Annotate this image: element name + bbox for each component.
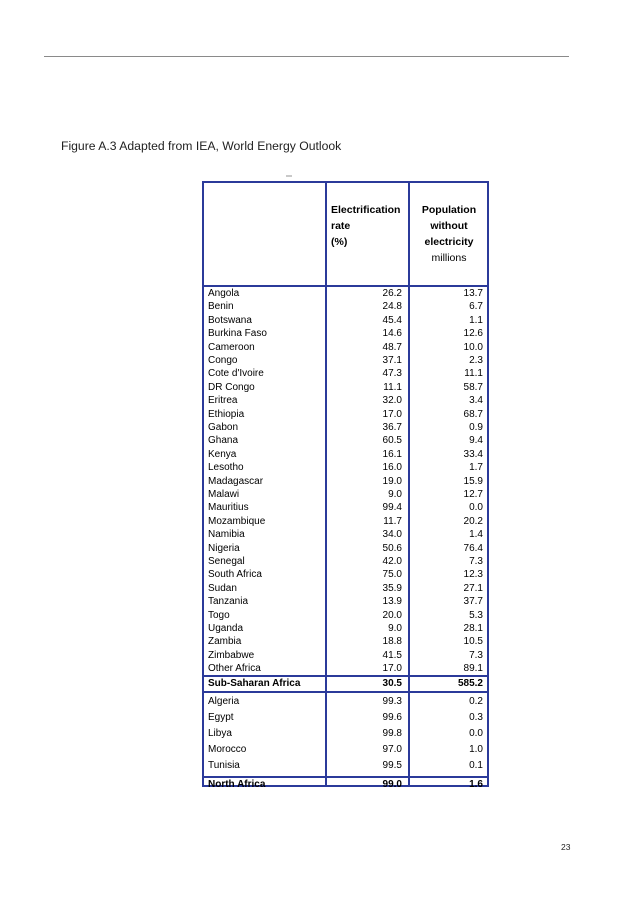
country-name: Tanzania	[208, 596, 249, 608]
table-row	[204, 327, 487, 340]
country-name: Congo	[208, 355, 238, 366]
table-row	[204, 710, 487, 726]
table-row	[204, 622, 487, 635]
header-line: rate	[331, 220, 351, 232]
electrification-rate: 99.4	[382, 502, 402, 514]
country-name: Mozambique	[208, 515, 266, 527]
population-without-electricity: 1.0	[469, 744, 483, 756]
population-without-electricity: 3.4	[469, 395, 483, 407]
population-without-electricity: 1.4	[469, 529, 483, 541]
population-without-electricity: 0.0	[469, 502, 483, 514]
population-without-electricity: 0.0	[469, 728, 483, 739]
header-unit: millions	[431, 252, 467, 264]
population-without-electricity: 1.7	[469, 462, 483, 474]
electrification-rate: 47.3	[382, 368, 402, 380]
population-without-electricity: 1.6	[469, 778, 483, 790]
country-name: Cote d'Ivoire	[208, 368, 264, 380]
row-divider	[204, 776, 487, 778]
country-name: Sub-Saharan Africa	[208, 677, 301, 689]
electrification-rate: 13.9	[382, 596, 402, 608]
population-without-electricity: 12.7	[463, 489, 483, 500]
electrification-table	[202, 181, 489, 790]
population-without-electricity: 15.9	[463, 475, 483, 487]
population-without-electricity: 12.6	[463, 328, 483, 340]
country-name: South Africa	[208, 569, 262, 581]
electrification-rate: 24.8	[382, 301, 402, 313]
row-divider	[204, 691, 487, 693]
population-without-electricity: 2.3	[469, 355, 483, 366]
electrification-rate: 30.5	[382, 677, 402, 689]
population-without-electricity: 11.1	[464, 368, 483, 380]
population-without-electricity: 7.3	[469, 556, 483, 567]
country-name: Lesotho	[208, 462, 244, 474]
electrification-rate: 97.0	[382, 744, 402, 756]
header-line: without	[430, 220, 468, 232]
header-line: (%)	[331, 236, 348, 248]
country-name: Morocco	[208, 744, 247, 756]
country-name: Algeria	[208, 695, 240, 707]
electrification-rate: 14.6	[382, 328, 402, 340]
electrification-rate: 37.1	[382, 355, 402, 366]
country-name: Burkina Faso	[208, 328, 267, 340]
table-row	[204, 555, 487, 568]
table-row	[204, 461, 487, 474]
population-without-electricity: 0.9	[469, 422, 483, 433]
population-without-electricity: 0.3	[469, 711, 483, 723]
electrification-rate: 32.0	[382, 395, 402, 407]
table-row	[204, 694, 487, 710]
electrification-rate: 99.5	[382, 760, 402, 772]
electrification-rate: 19.0	[382, 475, 402, 487]
table-row	[204, 758, 487, 774]
electrification-rate: 11.7	[383, 515, 402, 527]
table-row	[204, 300, 487, 313]
table-row	[204, 354, 487, 367]
table-row	[204, 488, 487, 501]
country-name: Other Africa	[208, 663, 261, 675]
table-row	[204, 595, 487, 608]
electrification-rate: 20.0	[382, 609, 402, 621]
table-row	[204, 448, 487, 461]
population-without-electricity: 33.4	[463, 448, 483, 460]
population-without-electricity: 10.5	[463, 636, 483, 648]
population-without-electricity: 76.4	[463, 542, 483, 554]
population-without-electricity: 5.3	[469, 609, 483, 621]
country-name: Benin	[208, 301, 234, 313]
row-divider	[204, 285, 487, 287]
table-row	[204, 314, 487, 327]
electrification-rate: 9.0	[388, 623, 402, 634]
population-without-electricity: 68.7	[463, 408, 483, 420]
country-name: Cameroon	[208, 341, 255, 353]
top-divider	[44, 56, 569, 57]
country-name: Senegal	[208, 556, 245, 567]
table-row	[204, 662, 487, 675]
country-name: Libya	[208, 728, 232, 739]
table-row	[204, 542, 487, 555]
electrification-rate: 50.6	[382, 542, 402, 554]
country-name: Malawi	[208, 489, 240, 500]
figure-caption: Figure A.3 Adapted from IEA, World Energy Outlook	[61, 139, 342, 153]
population-without-electricity: 1.1	[469, 314, 483, 326]
electrification-rate: 99.0	[382, 778, 402, 790]
table-row	[204, 582, 487, 595]
total-row	[204, 778, 487, 792]
row-divider	[204, 675, 487, 677]
country-name: Ethiopia	[208, 408, 245, 420]
population-without-electricity: 27.1	[463, 582, 483, 594]
country-name: Madagascar	[208, 475, 264, 487]
table-row	[204, 726, 487, 742]
country-name: Zambia	[208, 636, 242, 648]
population-without-electricity: 9.4	[469, 435, 483, 447]
table-row	[204, 649, 487, 662]
table-row	[204, 408, 487, 421]
electrification-rate: 45.4	[382, 314, 402, 326]
electrification-rate: 75.0	[382, 569, 402, 581]
total-row	[204, 677, 487, 691]
electrification-rate: 18.8	[382, 636, 402, 648]
country-name: Tunisia	[208, 760, 240, 772]
table-row	[204, 381, 487, 394]
population-without-electricity: 12.3	[463, 569, 483, 581]
country-name: North Africa	[208, 778, 266, 790]
electrification-rate: 48.7	[382, 341, 402, 353]
electrification-rate: 34.0	[382, 529, 402, 541]
table-row	[204, 341, 487, 354]
table-row	[204, 528, 487, 541]
country-name: Angola	[208, 288, 240, 299]
population-without-electricity: 0.1	[469, 760, 483, 772]
country-name: Mauritius	[208, 502, 249, 514]
country-name: Zimbabwe	[208, 649, 255, 661]
electrification-rate: 26.2	[382, 288, 402, 299]
country-name: Botswana	[208, 314, 252, 326]
population-without-electricity: 585.2	[457, 677, 483, 689]
population-without-electricity: 6.7	[469, 301, 483, 313]
electrification-rate: 16.1	[382, 448, 402, 460]
page-number: 23	[561, 842, 571, 852]
country-name: Togo	[208, 609, 230, 621]
table-row	[204, 742, 487, 758]
country-name: Nigeria	[208, 542, 240, 554]
electrification-rate: 16.0	[382, 462, 402, 474]
header-line: Electrification	[331, 204, 401, 216]
electrification-rate: 35.9	[382, 582, 402, 594]
table-row	[204, 367, 487, 380]
population-without-electricity: 10.0	[463, 341, 483, 353]
country-name: Eritrea	[208, 395, 238, 407]
country-name: Sudan	[208, 582, 237, 594]
table-row	[204, 394, 487, 407]
population-without-electricity: 7.3	[469, 649, 483, 661]
country-name: Gabon	[208, 422, 239, 433]
population-without-electricity: 58.7	[463, 381, 483, 393]
table-row	[204, 609, 487, 622]
scan-mark	[286, 175, 292, 177]
electrification-rate: 17.0	[382, 663, 402, 675]
country-name: DR Congo	[208, 381, 255, 393]
population-without-electricity: 37.7	[463, 596, 483, 608]
electrification-rate: 17.0	[382, 408, 402, 420]
header-line: electricity	[424, 236, 474, 248]
table-row	[204, 501, 487, 514]
table-row	[204, 515, 487, 528]
country-name: Ghana	[208, 435, 239, 447]
table-row	[204, 287, 487, 300]
population-without-electricity: 20.2	[463, 515, 483, 527]
electrification-rate: 11.1	[383, 381, 402, 393]
table-row	[204, 434, 487, 447]
country-name: Kenya	[208, 448, 237, 460]
table-row	[204, 568, 487, 581]
header-line: Population	[421, 204, 477, 216]
electrification-rate: 99.6	[382, 711, 402, 723]
country-name: Uganda	[208, 623, 244, 634]
header-electrification-rate	[331, 202, 400, 250]
country-name: Namibia	[208, 529, 245, 541]
header-population-without-electricity	[410, 202, 488, 266]
table-row	[204, 635, 487, 648]
table-row	[204, 475, 487, 488]
electrification-rate: 41.5	[382, 649, 402, 661]
electrification-rate: 36.7	[382, 422, 402, 433]
electrification-rate: 42.0	[382, 556, 402, 567]
electrification-rate: 99.3	[382, 695, 402, 707]
electrification-rate: 99.8	[382, 728, 402, 739]
country-name: Egypt	[208, 711, 234, 723]
electrification-rate: 9.0	[388, 489, 402, 500]
population-without-electricity: 89.1	[463, 663, 483, 675]
population-without-electricity: 0.2	[469, 695, 483, 707]
table-row	[204, 421, 487, 434]
electrification-rate: 60.5	[382, 435, 402, 447]
population-without-electricity: 28.1	[463, 623, 483, 634]
population-without-electricity: 13.7	[463, 288, 483, 299]
